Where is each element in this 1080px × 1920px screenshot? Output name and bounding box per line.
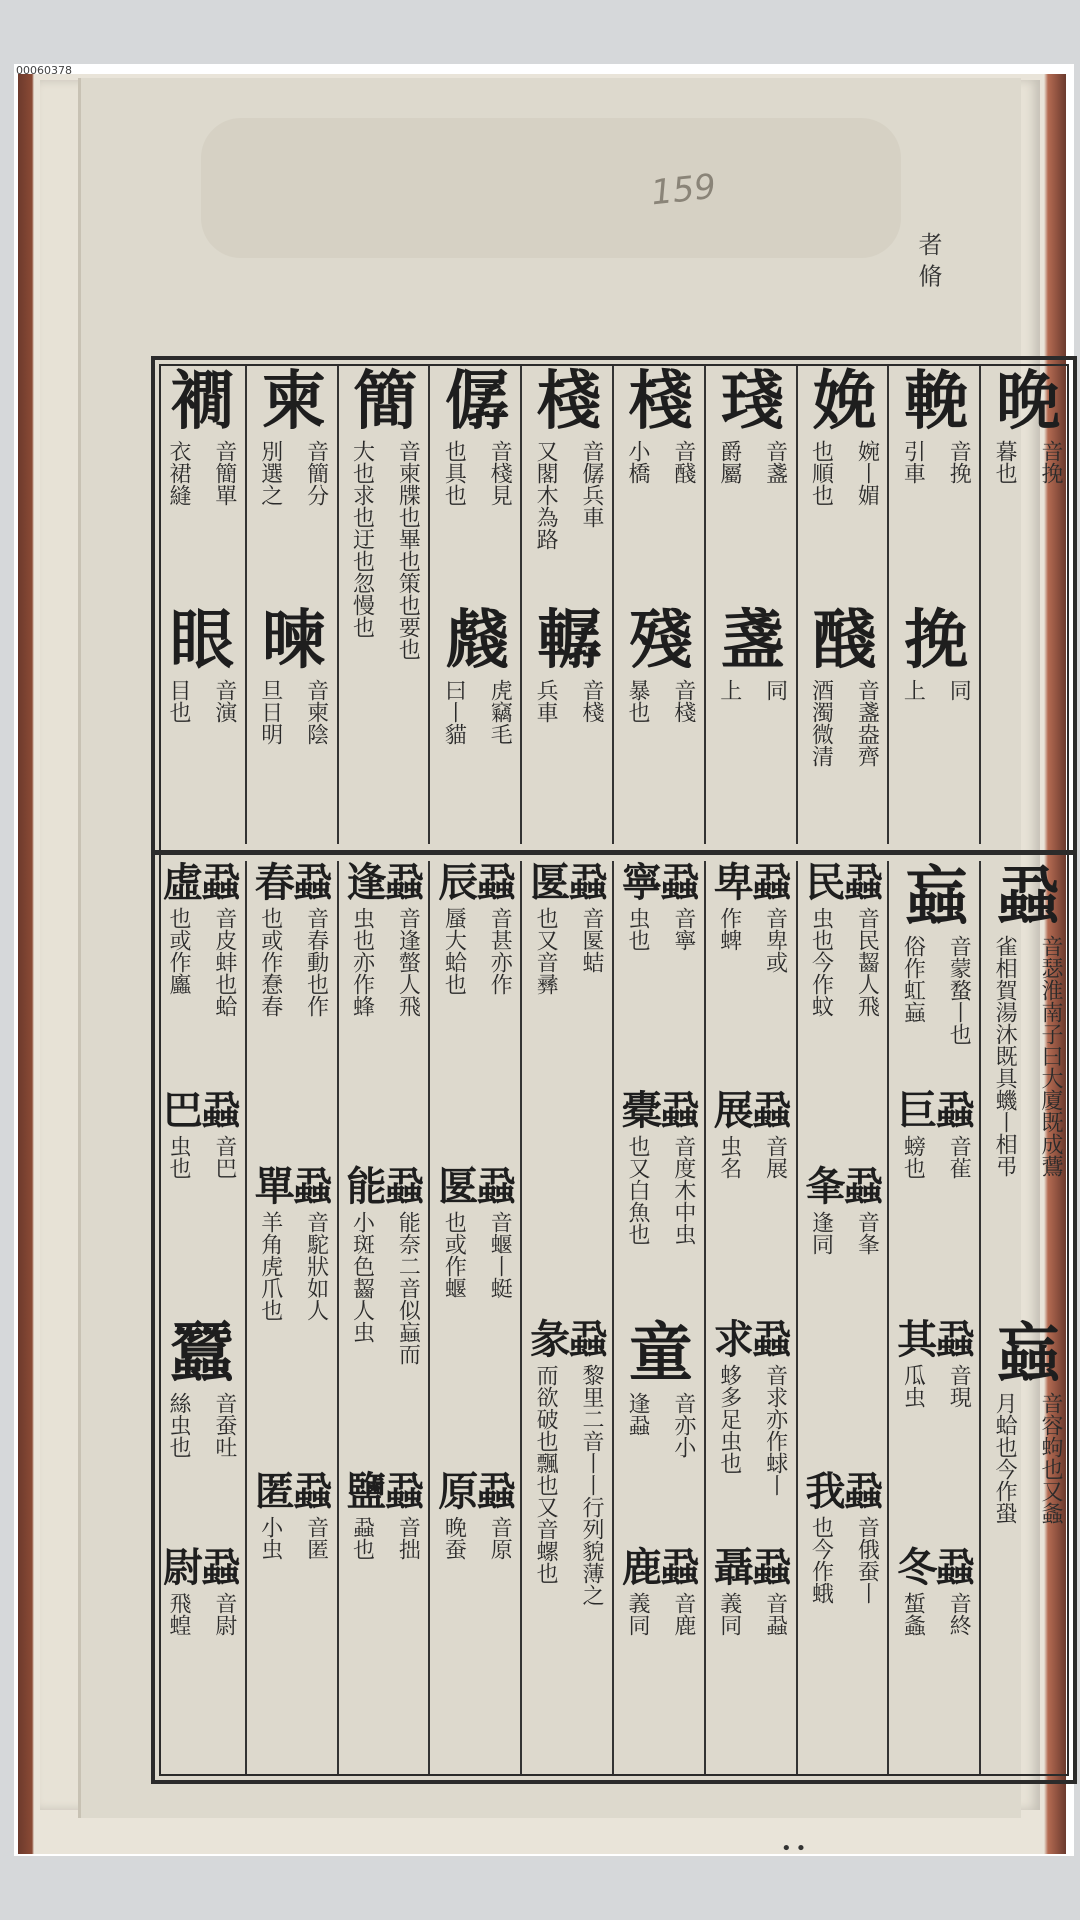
head-character: 我蝨 xyxy=(805,1467,882,1515)
gloss-line: 音駝狀如人 xyxy=(303,1211,329,1322)
text-column xyxy=(337,366,431,844)
gloss-line: 也今作蛾 xyxy=(808,1515,834,1604)
gloss-line: 大也求也迂也忽慢也 xyxy=(349,440,375,638)
gloss xyxy=(522,677,614,723)
gloss-line: 音匽蛣 xyxy=(579,907,605,973)
gloss-line: 小橋 xyxy=(624,440,650,484)
gloss xyxy=(430,677,522,745)
gloss-line: 也又白魚也 xyxy=(624,1135,650,1246)
dictionary-entry xyxy=(889,1315,981,1408)
dictionary-entry xyxy=(981,366,1073,484)
dictionary-entry xyxy=(798,605,890,767)
gloss-line: 虫名 xyxy=(716,1135,742,1180)
gloss-line: 小虫 xyxy=(257,1515,283,1560)
gloss xyxy=(706,677,798,701)
gloss-line: 音卑或 xyxy=(762,907,788,973)
head-character: 巴蝨 xyxy=(162,1087,239,1135)
head-character: 夆蝨 xyxy=(805,1163,882,1211)
head-character: 單蝨 xyxy=(254,1163,331,1211)
dictionary-entry xyxy=(798,1165,890,1255)
gloss xyxy=(889,1133,981,1179)
head-character: 轏 xyxy=(537,603,600,678)
gloss xyxy=(614,1590,706,1636)
gloss-line: 音逢螫人飛 xyxy=(395,907,421,1017)
head-character: 蠶 xyxy=(169,1315,232,1391)
text-column xyxy=(612,366,706,844)
dictionary-entry xyxy=(889,1543,981,1636)
head-character: 能蝨 xyxy=(346,1163,423,1211)
gloss-line: 音挽 xyxy=(1038,440,1064,484)
gloss-line: 音現 xyxy=(946,1363,972,1408)
gloss-line: 音甚亦作 xyxy=(487,907,513,995)
gloss-line: 作蜱 xyxy=(716,907,742,951)
gloss-line: 黎里二音丨丨行列貌薄之 xyxy=(579,1363,605,1606)
gloss-line: 音俄蚕丨 xyxy=(854,1515,880,1604)
head-character: 春蝨 xyxy=(254,859,331,906)
dictionary-entry xyxy=(522,605,614,723)
head-character: 彖蝨 xyxy=(530,1315,607,1363)
gloss-line: 音柬陰 xyxy=(303,679,329,745)
gloss xyxy=(339,438,431,660)
gloss-line: 音盞 xyxy=(762,440,788,484)
head-character: 棧 xyxy=(537,364,600,439)
head-character: 展蝨 xyxy=(713,1087,790,1135)
head-character: 求蝨 xyxy=(713,1315,790,1363)
gloss-line: 音挽 xyxy=(946,440,972,484)
head-character: 民蝨 xyxy=(805,859,882,906)
text-column xyxy=(612,861,706,1774)
head-character: 卑蝨 xyxy=(713,859,790,906)
gloss-line: 上 xyxy=(716,679,742,701)
gloss xyxy=(430,438,522,506)
gloss-line: 絲虫也 xyxy=(165,1391,191,1458)
gloss xyxy=(430,905,522,995)
gloss-line: 音僝兵車 xyxy=(579,440,605,528)
gloss-line: 音柬牒也畢也策也要也 xyxy=(395,440,421,660)
dictionary-entry xyxy=(247,861,339,1017)
gloss xyxy=(614,1390,706,1458)
head-character: 原蝨 xyxy=(438,1467,515,1515)
gloss xyxy=(798,677,890,767)
head-character: 聶蝨 xyxy=(713,1543,790,1591)
dictionary-entry xyxy=(889,366,981,484)
dictionary-entry xyxy=(614,366,706,484)
dictionary-entry xyxy=(247,605,339,745)
head-character: 娩 xyxy=(812,364,875,439)
head-character: 盞 xyxy=(720,603,783,678)
gloss-line: 雀相賀湯沐既具蟣丨相弔 xyxy=(992,935,1018,1177)
gloss xyxy=(522,1362,614,1606)
gloss-line: 同 xyxy=(946,679,972,701)
gloss-line: 音展 xyxy=(762,1135,788,1180)
head-character: 襉 xyxy=(169,364,232,439)
dictionary-entry xyxy=(614,605,706,723)
gloss xyxy=(798,1514,890,1604)
gloss-line: 音終 xyxy=(946,1591,972,1636)
gloss-line: 音演 xyxy=(211,679,237,723)
gloss xyxy=(889,1590,981,1636)
text-column xyxy=(155,861,247,1774)
gloss-line: 音皮蚌也蛤 xyxy=(211,907,237,1017)
text-column xyxy=(887,861,981,1774)
dictionary-entry xyxy=(889,861,981,1045)
head-character: 殘 xyxy=(628,603,691,678)
gloss-line: 也又音彞 xyxy=(533,907,559,995)
dictionary-entry xyxy=(155,605,247,723)
gloss xyxy=(889,1362,981,1408)
sheet-id: 00060378 xyxy=(16,64,72,77)
dictionary-entry xyxy=(430,366,522,506)
head-character: 柬 xyxy=(261,364,324,439)
gloss-line: 虫也 xyxy=(624,907,650,951)
head-character: 其蝨 xyxy=(897,1315,974,1363)
gloss xyxy=(706,1133,798,1179)
gloss xyxy=(339,1209,431,1365)
dictionary-entry xyxy=(155,861,247,1017)
dictionary-entry xyxy=(614,861,706,951)
dictionary-entry xyxy=(522,1315,614,1606)
gloss xyxy=(155,438,247,506)
gloss-line: 蛥多足虫也 xyxy=(716,1363,742,1474)
gloss-line: 音蚕吐 xyxy=(211,1391,237,1458)
gloss-line: 音巴 xyxy=(211,1135,237,1180)
gloss xyxy=(706,438,798,484)
gloss xyxy=(155,677,247,723)
gloss-line: 上 xyxy=(900,679,926,701)
gloss-line: 瓜虫 xyxy=(900,1363,926,1408)
gloss xyxy=(981,438,1073,484)
dictionary-entry xyxy=(247,1165,339,1321)
head-character: 虥 xyxy=(445,603,508,678)
text-column xyxy=(520,366,614,844)
text-column xyxy=(796,366,890,844)
gloss-line: 引車 xyxy=(900,440,926,484)
text-column xyxy=(887,366,981,844)
gloss xyxy=(247,1514,339,1560)
dictionary-entry xyxy=(155,1543,247,1636)
gloss-line: 音棧見 xyxy=(487,440,513,506)
text-column xyxy=(704,366,798,844)
gloss xyxy=(155,1590,247,1636)
gloss-line: 音容蚼也又螽 xyxy=(1038,1391,1064,1524)
gloss xyxy=(614,905,706,951)
gloss-line: 音瑟淮南子曰大廈既成鷰 xyxy=(1038,935,1064,1177)
gloss-line: 而欲破也飄也又音螺也 xyxy=(533,1363,559,1584)
gloss-line: 音民齧人飛 xyxy=(854,907,880,1017)
gloss xyxy=(889,438,981,484)
head-character: 巨蝨 xyxy=(897,1087,974,1135)
gloss-line: 能奈二音似蝱而 xyxy=(395,1211,421,1366)
gloss-line: 虫也 xyxy=(165,1135,191,1180)
head-character: 橐蝨 xyxy=(621,1087,698,1135)
head-character: 冬蝨 xyxy=(897,1543,974,1591)
gloss-line: 暴也 xyxy=(624,679,650,723)
gloss-line: 音盞盎齊 xyxy=(854,679,880,767)
gloss xyxy=(247,677,339,745)
gloss-line: 蜤螽 xyxy=(900,1591,926,1636)
text-column xyxy=(520,861,614,1774)
head-character: 琖 xyxy=(720,364,783,439)
gloss-line: 音拙 xyxy=(395,1515,421,1560)
dictionary-entry xyxy=(706,366,798,484)
gloss-line: 也具也 xyxy=(441,440,467,506)
gloss-line: 音鹿 xyxy=(670,1591,696,1636)
gloss-line: 目也 xyxy=(165,679,191,723)
head-character: 虛蝨 xyxy=(162,859,239,906)
gloss-line: 兵車 xyxy=(533,679,559,723)
dictionary-entry xyxy=(247,1467,339,1560)
gloss xyxy=(614,1133,706,1245)
book-page xyxy=(78,78,1064,1859)
dictionary-entry xyxy=(339,861,431,1017)
gloss-line: 別選之 xyxy=(257,440,283,506)
head-character: 簡 xyxy=(353,364,416,439)
section-top xyxy=(155,360,1073,855)
dictionary-entry xyxy=(339,1165,431,1365)
dictionary-entry xyxy=(614,1543,706,1636)
dictionary-entry xyxy=(889,1089,981,1179)
text-column xyxy=(155,366,247,844)
dictionary-entry xyxy=(155,366,247,506)
gloss xyxy=(889,933,981,1045)
gloss-line: 同 xyxy=(762,679,788,701)
head-character: 醆 xyxy=(812,603,875,678)
head-character: 寧蝨 xyxy=(621,859,698,906)
head-character: 匿蝨 xyxy=(254,1467,331,1515)
dictionary-entry xyxy=(798,1467,890,1604)
dictionary-entry xyxy=(706,861,798,973)
text-column xyxy=(428,366,522,844)
dictionary-entry xyxy=(339,366,431,660)
gloss xyxy=(798,1209,890,1255)
head-character: 蝨 xyxy=(996,859,1059,934)
paper-stain xyxy=(201,118,901,258)
gloss xyxy=(339,905,431,1017)
gloss-line: 也或作蠯 xyxy=(165,907,191,995)
page-dots: •• xyxy=(781,1838,811,1859)
dictionary-entry xyxy=(981,1315,1073,1524)
head-character: 逢蝨 xyxy=(346,859,423,906)
dictionary-entry xyxy=(155,1315,247,1458)
text-column xyxy=(704,861,798,1774)
gloss-line: 音求亦作蛷丨 xyxy=(762,1363,788,1496)
gloss-line: 逢同 xyxy=(808,1211,834,1256)
gloss xyxy=(247,1209,339,1321)
gloss-line: 音蝨 xyxy=(762,1591,788,1636)
gloss-line: 虎竊毛 xyxy=(487,679,513,745)
gloss-line: 音春動也作 xyxy=(303,907,329,1017)
head-character: 眼 xyxy=(169,603,232,678)
gloss-line: 音蒙蝥丨也 xyxy=(946,935,972,1045)
head-character: 晚 xyxy=(996,364,1059,439)
gloss xyxy=(247,905,339,1017)
dictionary-entry xyxy=(798,861,890,1017)
gloss xyxy=(339,1514,431,1560)
gloss-line: 酒濁微清 xyxy=(808,679,834,767)
text-column xyxy=(979,861,1073,1774)
gloss xyxy=(614,677,706,723)
gloss-line: 虫也今作蚊 xyxy=(808,907,834,1017)
gloss-line: 爵屬 xyxy=(716,440,742,484)
gloss xyxy=(798,438,890,506)
gloss-line: 音棧 xyxy=(670,679,696,723)
gloss xyxy=(614,438,706,484)
gloss-line: 俗作虹蝱 xyxy=(900,935,926,1023)
gloss-line: 音亦小 xyxy=(670,1391,696,1458)
header-fragment: 者 脩 xyxy=(914,232,942,288)
text-column xyxy=(245,861,339,1774)
gloss-line: 蝨也 xyxy=(349,1515,375,1560)
gloss-line: 音醆 xyxy=(670,440,696,484)
dictionary-entry xyxy=(706,605,798,701)
gloss xyxy=(247,438,339,506)
dictionary-entry xyxy=(430,1467,522,1560)
head-character: 尉蝨 xyxy=(162,1543,239,1591)
gloss-line: 也順也 xyxy=(808,440,834,506)
page-number: 159 xyxy=(649,166,718,214)
text-column xyxy=(796,861,890,1774)
dictionary-entry xyxy=(430,605,522,745)
gloss-line: 暮也 xyxy=(992,440,1018,484)
gloss xyxy=(155,905,247,1017)
head-character: 挽 xyxy=(904,603,967,678)
gloss-line: 音尉 xyxy=(211,1591,237,1636)
head-character: 鹽蝨 xyxy=(346,1467,423,1515)
gloss-line: 音簡分 xyxy=(303,440,329,506)
gloss-line: 音匿 xyxy=(303,1515,329,1560)
gloss-line: 衣裙縫 xyxy=(165,440,191,506)
head-character: 童 xyxy=(628,1315,691,1391)
dictionary-entry xyxy=(614,1315,706,1458)
gloss xyxy=(522,905,614,995)
head-character: 匽蝨 xyxy=(438,1163,515,1211)
gloss xyxy=(430,1209,522,1299)
dictionary-entry xyxy=(706,1089,798,1179)
text-column xyxy=(979,366,1073,844)
dictionary-entry xyxy=(889,605,981,701)
dictionary-entry xyxy=(706,1543,798,1636)
dictionary-entry xyxy=(981,861,1073,1177)
gloss-line: 也或作蝘 xyxy=(441,1211,467,1300)
gloss-line: 也或作惷春 xyxy=(257,907,283,1017)
gloss xyxy=(798,905,890,1017)
gloss xyxy=(430,1514,522,1560)
gloss xyxy=(706,905,798,973)
text-column xyxy=(337,861,431,1774)
gloss-line: 音寧 xyxy=(670,907,696,951)
gloss xyxy=(155,1390,247,1458)
head-character: 僝 xyxy=(445,364,508,439)
gloss xyxy=(981,1390,1073,1524)
gloss-line: 音夆 xyxy=(854,1211,880,1256)
gloss-line: 音度木中虫 xyxy=(670,1135,696,1246)
dictionary-entry xyxy=(339,1467,431,1560)
dictionary-entry xyxy=(798,366,890,506)
dictionary-entry xyxy=(247,366,339,506)
gloss xyxy=(706,1362,798,1496)
gloss xyxy=(706,1590,798,1636)
gloss-line: 義同 xyxy=(624,1591,650,1636)
gloss-line: 月蛤也今作蛩 xyxy=(992,1391,1018,1524)
gloss-line: 義同 xyxy=(716,1591,742,1636)
dictionary-entry xyxy=(430,1165,522,1299)
dictionary-entry xyxy=(430,861,522,995)
gloss-line: 又閣木為路 xyxy=(533,440,559,550)
gloss-line: 羊角虎爪也 xyxy=(257,1211,283,1322)
gloss-line: 小斑色齧人虫 xyxy=(349,1211,375,1344)
head-character: 匽蝨 xyxy=(530,859,607,906)
gloss-line: 音棧 xyxy=(579,679,605,723)
dictionary-entry xyxy=(522,366,614,550)
head-character: 蝱 xyxy=(904,859,967,934)
gloss-line: 音原 xyxy=(487,1515,513,1560)
head-character: 辰蝨 xyxy=(438,859,515,906)
text-column xyxy=(428,861,522,1774)
head-character: 暕 xyxy=(261,603,324,678)
gloss-line: 晚蚕 xyxy=(441,1515,467,1560)
gloss-line: 音蝘丨蜓 xyxy=(487,1211,513,1300)
dictionary-entry xyxy=(155,1089,247,1179)
gloss-line: 飛蝗 xyxy=(165,1591,191,1636)
dictionary-entry xyxy=(522,861,614,995)
text-column xyxy=(245,366,339,844)
gloss xyxy=(981,933,1073,1177)
gloss-line: 逢蝨 xyxy=(624,1391,650,1436)
head-character: 棧 xyxy=(628,364,691,439)
gloss-line: 旦日明 xyxy=(257,679,283,745)
gloss-line: 婉丨媚 xyxy=(854,440,880,506)
section-bottom xyxy=(155,855,1073,1780)
head-character: 鹿蝨 xyxy=(621,1543,698,1591)
gloss-line: 音雈 xyxy=(946,1135,972,1180)
gloss-line: 蜃大蛤也 xyxy=(441,907,467,995)
gloss xyxy=(522,438,614,550)
gloss-line: 曰丨貓 xyxy=(441,679,467,745)
head-character: 蝱 xyxy=(996,1315,1059,1391)
gloss-line: 音簡單 xyxy=(211,440,237,506)
dictionary-entry xyxy=(614,1089,706,1245)
head-character: 輓 xyxy=(904,364,967,439)
gloss-line: 螃也 xyxy=(900,1135,926,1180)
text-block xyxy=(151,356,1077,1784)
gloss-line: 虫也亦作蜂 xyxy=(349,907,375,1017)
gloss xyxy=(889,677,981,701)
dictionary-entry xyxy=(706,1315,798,1496)
gloss xyxy=(155,1133,247,1179)
